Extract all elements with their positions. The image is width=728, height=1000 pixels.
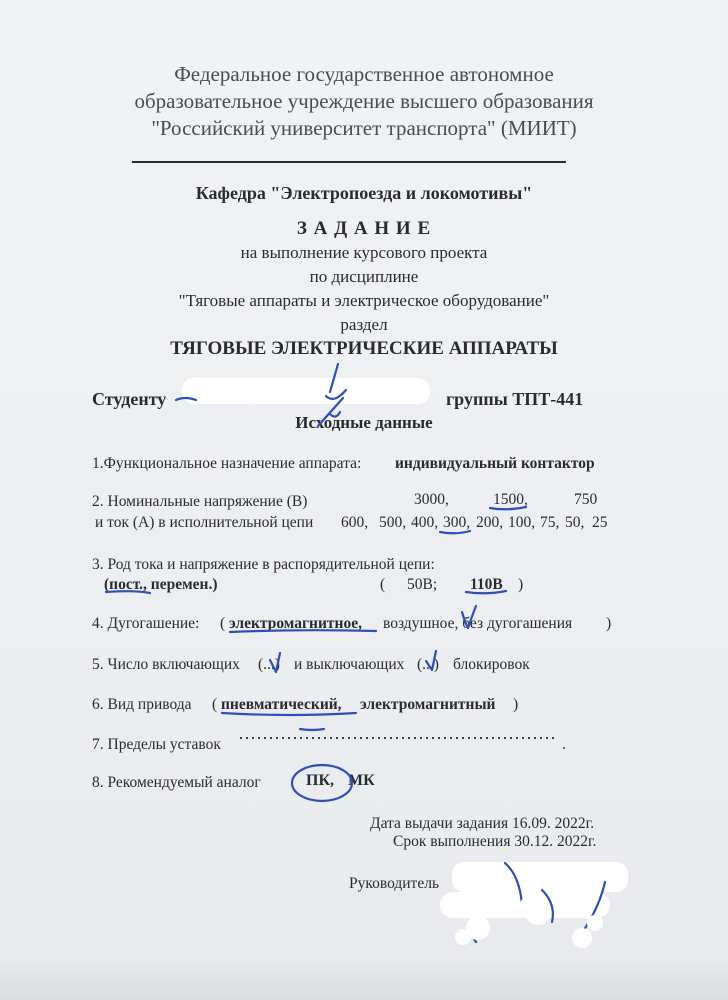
redaction-blob (572, 928, 592, 948)
current-option: 500, (379, 514, 407, 531)
voltage-option: 3000, (414, 491, 449, 508)
item-4-open: ( (220, 615, 226, 632)
item-2-current-label: и ток (А) в исполнительной цепи (95, 514, 314, 531)
voltage-option: 750 (574, 491, 598, 508)
item-3-kind: (пост., перемен.) (104, 576, 218, 593)
item-4-close: ) (606, 615, 612, 632)
org-line-2: образовательное учреждение высшего образования (134, 89, 594, 113)
source-data-heading: Исходные данные (295, 413, 433, 432)
assignment-discipline: "Тяговые аппараты и электрическое оборудование" (178, 291, 550, 310)
current-option: 100, (508, 514, 536, 531)
student-name-redaction (182, 378, 430, 404)
current-option: 300, (443, 514, 471, 531)
assignment-heading: З А Д А Н И Е (296, 218, 432, 239)
current-option: 25 (592, 514, 608, 531)
item-5-label-3: блокировок (453, 656, 530, 673)
student-group: группы ТПТ-441 (446, 389, 584, 409)
student-label: Студенту (92, 389, 167, 409)
assignment-purpose: на выполнение курсового проекта (240, 243, 488, 262)
issue-date: Дата выдачи задания 16.09. 2022г. (370, 815, 595, 832)
current-option: 50, (565, 514, 585, 531)
current-option: 600, (341, 514, 369, 531)
item-1-value: индивидуальный контактор (395, 455, 595, 472)
drive-type-option: пневматический, (221, 696, 342, 713)
redaction-blob (455, 929, 471, 945)
analog-option: МК (348, 772, 375, 789)
current-option: 75, (540, 514, 560, 531)
current-option: 200, (476, 514, 504, 531)
item-5-label: 5. Число включающих (92, 656, 240, 673)
org-line-3: "Российский университет транспорта" (МИИТ) (151, 116, 577, 140)
item-3-open: ( (380, 576, 386, 593)
item-4-label: 4. Дугогашение: (92, 615, 200, 632)
assignment-discipline-label: по дисциплине (309, 267, 419, 286)
item-7-dotted-line (238, 737, 556, 739)
item-1-label: 1.Функциональное назначение аппарата: (92, 455, 362, 472)
drive-type-option: электромагнитный (360, 696, 496, 713)
control-voltage-option: 50В; (407, 576, 438, 593)
item-2-label: 2. Номинальные напряжение (В) (92, 493, 308, 510)
analog-option: ПК, (306, 772, 335, 789)
control-voltage-option: 110В (470, 576, 503, 593)
voltage-option: 1500, (493, 491, 528, 508)
redaction-blob (466, 916, 490, 940)
current-option: 400, (411, 514, 439, 531)
header-divider (132, 161, 566, 163)
supervisor-label: Руководитель (349, 875, 440, 892)
item-7-label: 7. Пределы уставок (92, 736, 221, 753)
item-6-close: ) (513, 696, 519, 713)
item-6-open: ( (212, 696, 218, 713)
department-name: Кафедра "Электропоезда и локомотивы" (195, 183, 533, 203)
item-5-blank-off: (...) (417, 656, 439, 673)
item-3-close: ) (518, 576, 524, 593)
item-3-label: 3. Род тока и напряжение в распорядительной цепи: (92, 556, 435, 573)
assignment-section-label: раздел (340, 315, 388, 334)
signature-redaction (440, 892, 610, 918)
assignment-section: ТЯГОВЫЕ ЭЛЕКТРИЧЕСКИЕ АППАРАТЫ (170, 338, 558, 359)
pen-stroke (300, 729, 324, 730)
org-line-1: Федеральное государственное автономное (174, 62, 554, 86)
due-date: Срок выполнения 30.12. 2022г. (393, 833, 597, 850)
item-6-label: 6. Вид привода (92, 696, 192, 713)
item-7-end: . (562, 736, 566, 753)
arc-quenching-option: воздушное, без дугогашения (383, 615, 573, 632)
arc-quenching-option: электромагнитное, (229, 615, 362, 632)
item-5-blank-on: (...) (258, 656, 280, 673)
supervisor-name-redaction (452, 862, 628, 892)
item-5-label-2: и выключающих (294, 656, 405, 673)
item-8-label: 8. Рекомендуемый аналог (92, 774, 261, 791)
